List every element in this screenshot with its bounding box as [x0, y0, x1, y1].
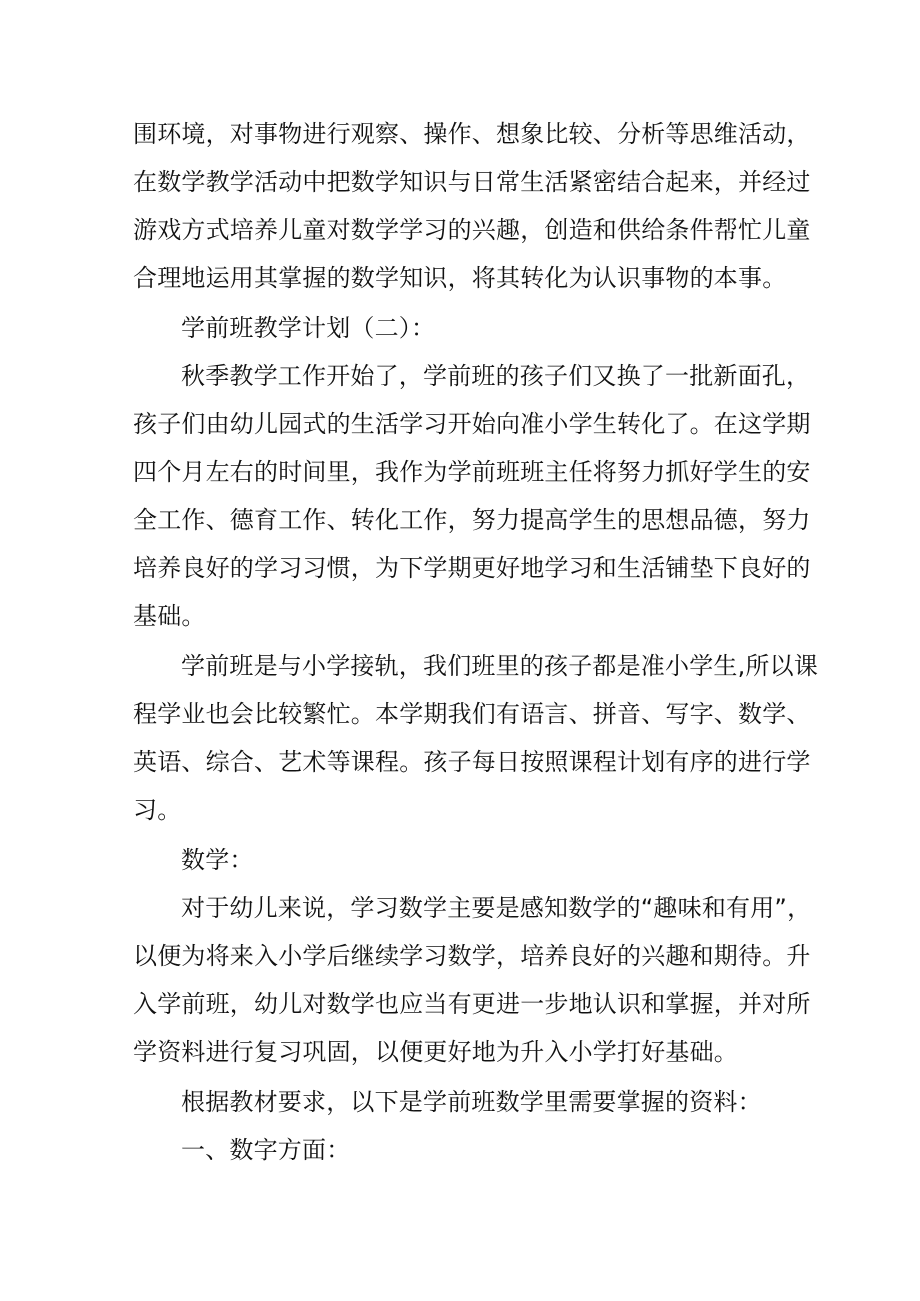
text-line: 四个月左右的时间里，我作为学前班班主任将努力抓好学生的安 [133, 458, 811, 486]
text-line: 以便为将来入小学后继续学习数学，培养良好的兴趣和期待。升 [133, 942, 811, 970]
text-line: 在数学教学活动中把数学知识与日常生活紧密结合起来，并经过 [133, 168, 811, 196]
text-line: 习。 [133, 796, 182, 824]
text-line: 游戏方式培养儿童对数学学习的兴趣，创造和供给条件帮忙儿童 [133, 216, 811, 244]
text-line: 程学业也会比较繁忙。本学期我们有语言、拼音、写字、数学、 [133, 700, 811, 728]
text-line: 学资料进行复习巩固，以便更好地为升入小学打好基础。 [133, 1038, 738, 1066]
text-line: 培养良好的学习习惯，为下学期更好地学习和生活铺垫下良好的 [133, 554, 811, 582]
section-heading: 学前班教学计划（二）： [181, 314, 436, 342]
text-line: 学前班是与小学接轨，我们班里的孩子都是准小学生,所以课 [181, 652, 819, 680]
section-heading: 一、数字方面： [181, 1136, 351, 1164]
text-line: 合理地运用其掌握的数学知识，将其转化为认识事物的本事。 [133, 264, 787, 292]
section-heading: 数学： [181, 846, 254, 874]
text-line: 秋季教学工作开始了，学前班的孩子们又换了一批新面孔， [181, 362, 811, 390]
text-line: 围环境，对事物进行观察、操作、想象比较、分析等思维活动， [133, 120, 811, 148]
text-line: 入学前班，幼儿对数学也应当有更进一步地认识和掌握，并对所 [133, 990, 811, 1018]
text-line: 英语、综合、艺术等课程。孩子每日按照课程计划有序的进行学 [133, 748, 811, 776]
text-line: 根据教材要求，以下是学前班数学里需要掌握的资料： [181, 1088, 762, 1116]
text-line: 全工作、德育工作、转化工作，努力提高学生的思想品德，努力 [133, 506, 811, 534]
text-line: 孩子们由幼儿园式的生活学习开始向准小学生转化了。在这学期 [133, 410, 811, 438]
text-line: 对于幼儿来说，学习数学主要是感知数学的“趣味和有用”， [181, 894, 812, 922]
text-line: 基础。 [133, 602, 206, 630]
